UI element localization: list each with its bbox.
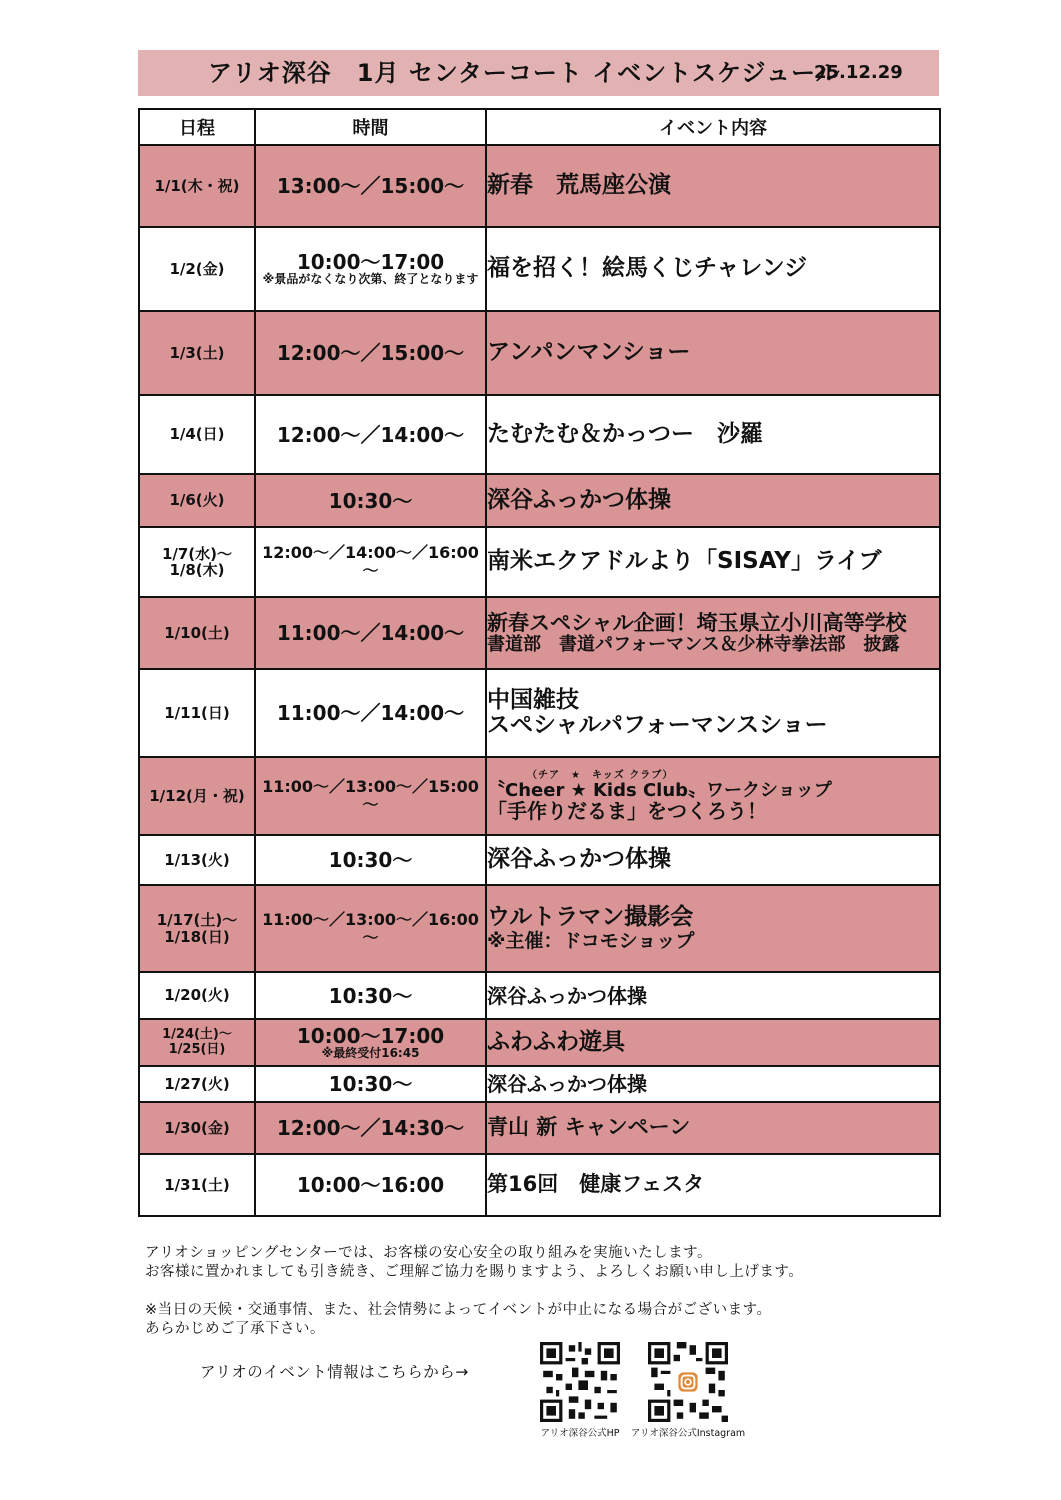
row-time: 11:00～／14:00～	[255, 669, 486, 757]
row-event	[486, 669, 940, 757]
page-title: アリオ深谷 1月 センターコート イベントスケジュール	[208, 59, 841, 87]
row-time: 11:00～／13:00～／16:00～	[255, 885, 486, 972]
row-event	[486, 597, 940, 669]
row-date: 1/27(火)	[139, 1066, 255, 1102]
table-row	[139, 885, 940, 972]
row-date-start: 1/24(土)～	[162, 1027, 232, 1043]
row-time: 12:00～／14:30～	[255, 1102, 486, 1154]
row-date: 1/10(土)	[139, 597, 255, 669]
row-time: 13:00～／15:00～	[255, 145, 486, 227]
row-time: 10:30～	[255, 1066, 486, 1102]
header-time: 時間	[255, 109, 486, 145]
row-event-line1: 中国雑技	[487, 686, 579, 713]
notice-line: お客様に置かれましても引き続き、ご理解ご協力を賜りますよう、よろしくお願い申し上げます。	[145, 1264, 804, 1280]
row-date: 1/3(土)	[139, 311, 255, 395]
row-event-line2: 「手作りだるま」をつくろう！	[487, 799, 767, 824]
row-event: 第16回 健康フェスタ	[486, 1154, 940, 1216]
row-event: 深谷ふっかつ体操	[486, 835, 940, 885]
qr-caption: アリオ深谷公式Instagram	[630, 1428, 746, 1439]
row-date	[139, 885, 255, 972]
table-row	[139, 835, 940, 885]
row-time-note: ※景品がなくなり次第、終了となります	[262, 272, 479, 287]
row-date: 1/12(月・祝)	[139, 757, 255, 835]
row-date	[139, 527, 255, 597]
table-row	[139, 395, 940, 474]
row-date: 1/20(火)	[139, 972, 255, 1019]
table-row	[139, 527, 940, 597]
row-date-end: 1/8(木)	[169, 561, 225, 579]
row-time: 11:00～／13:00～／15:00～	[255, 757, 486, 835]
table-row	[139, 669, 940, 757]
row-date-end: 1/18(日)	[164, 927, 230, 946]
row-time: 10:30～	[255, 972, 486, 1019]
row-event	[486, 885, 940, 972]
row-event	[486, 757, 940, 835]
table-row	[139, 474, 940, 527]
event-info-link-text: アリオのイベント情報はこちらから→	[200, 1363, 469, 1381]
row-date	[139, 1019, 255, 1066]
row-event-line1: 新春スペシャル企画！埼玉県立小川高等学校	[487, 610, 907, 635]
notice-line: アリオショッピングセンターでは、お客様の安心安全の取り組みを実施いたします。	[145, 1245, 712, 1261]
row-event: 深谷ふっかつ体操	[486, 972, 940, 1019]
table-row	[139, 972, 940, 1019]
qr-official-site[interactable]	[520, 1342, 640, 1439]
row-event: ふわふわ遊具	[486, 1019, 940, 1066]
row-event-line1: 〝Cheer ★ Kids Club〟ワークショップ	[487, 779, 832, 801]
notice-line: ※当日の天候・交通事情、また、社会情勢によってイベントが中止になる場合がございます。	[145, 1302, 772, 1318]
row-event: 南米エクアドルより「SISAY」ライブ	[486, 527, 940, 597]
row-date: 1/2(金)	[139, 227, 255, 311]
row-event-line2: ※主催：ドコモショップ	[487, 929, 695, 952]
row-event-ruby: （チア ★ キッズ クラブ）	[527, 769, 674, 781]
table-row	[139, 1019, 940, 1066]
schedule-table	[138, 108, 941, 1217]
header-date: 日程	[139, 109, 255, 145]
row-date: 1/31(土)	[139, 1154, 255, 1216]
header-event: イベント内容	[486, 109, 940, 145]
notice-block	[145, 1244, 945, 1339]
table-row	[139, 311, 940, 395]
row-time: 11:00～／14:00～	[255, 597, 486, 669]
table-row	[139, 145, 940, 227]
row-time: 10:30～	[255, 474, 486, 527]
row-time: 12:00～／14:00～	[255, 395, 486, 474]
row-date: 1/6(火)	[139, 474, 255, 527]
notice-line: あらかじめご了承下さい。	[145, 1321, 325, 1337]
row-date-start: 1/17(土)～	[156, 911, 238, 929]
table-row	[139, 757, 940, 835]
table-row	[139, 1066, 940, 1102]
row-event: 深谷ふっかつ体操	[486, 1066, 940, 1102]
row-time-value: 10:00～17:00	[296, 1023, 445, 1048]
qr-code-icon[interactable]	[648, 1342, 728, 1422]
row-event: 深谷ふっかつ体操	[486, 474, 940, 527]
table-row	[139, 1102, 940, 1154]
row-event: たむたむ＆かっつー 沙羅	[486, 395, 940, 474]
row-event: 福を招く！絵馬くじチャレンジ	[486, 227, 940, 311]
row-date: 1/1(木・祝)	[139, 145, 255, 227]
row-date: 1/13(火)	[139, 835, 255, 885]
title-bar	[138, 50, 939, 96]
revision-date: 25.12.29	[814, 62, 903, 83]
table-header-row	[139, 109, 940, 145]
row-event-line2: スペシャルパフォーマンスショー	[487, 712, 828, 738]
qr-official-instagram[interactable]	[628, 1342, 748, 1439]
row-time: 12:00～／15:00～	[255, 311, 486, 395]
row-event: アンパンマンショー	[486, 311, 940, 395]
row-date: 1/30(金)	[139, 1102, 255, 1154]
row-date: 1/4(日)	[139, 395, 255, 474]
qr-code-icon[interactable]	[540, 1342, 620, 1422]
row-time	[255, 1019, 486, 1066]
row-date: 1/11(日)	[139, 669, 255, 757]
row-time: 10:00～16:00	[255, 1154, 486, 1216]
qr-caption: アリオ深谷公式HP	[540, 1428, 620, 1439]
row-time: 10:30～	[255, 835, 486, 885]
row-date-end: 1/25(日)	[168, 1041, 226, 1057]
row-time-value: 10:00～17:00	[296, 250, 445, 275]
row-time: 12:00～／14:00～／16:00～	[255, 527, 486, 597]
table-row	[139, 1154, 940, 1216]
row-event-line2: 書道部 書道パフォーマンス＆少林寺拳法部 披露	[487, 633, 900, 655]
row-event: 新春 荒馬座公演	[486, 145, 940, 227]
row-event-line1: ウルトラマン撮影会	[487, 904, 694, 931]
table-row	[139, 597, 940, 669]
row-date-start: 1/7(水)～	[161, 544, 233, 563]
table-row	[139, 227, 940, 311]
row-event: 青山 新 キャンペーン	[486, 1102, 940, 1154]
row-time-note: ※最終受付16:45	[321, 1045, 420, 1060]
row-time	[255, 227, 486, 311]
